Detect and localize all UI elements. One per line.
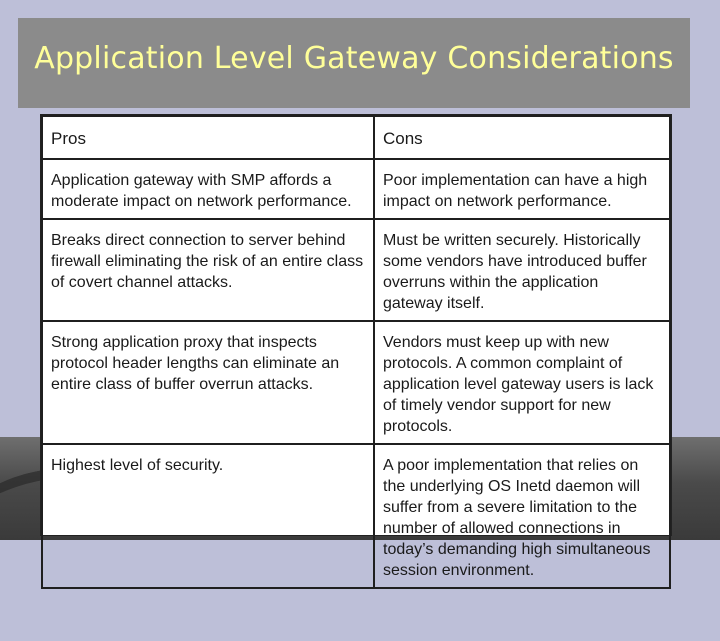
slide-title: Application Level Gateway Considerations — [34, 40, 674, 76]
cons-cell: Vendors must keep up with new protocols. A common complaint of application level gateway users is lack of timely vendor support for new protocols. — [374, 321, 670, 444]
pros-cell: Strong application proxy that inspects protocol header lengths can eliminate an entire class of buffer overrun attacks. — [42, 321, 374, 444]
cons-cell: Poor implementation can have a high impact on network performance. — [374, 159, 670, 219]
table-row — [42, 321, 670, 444]
table-row — [42, 444, 670, 588]
title-bar — [18, 18, 690, 108]
pros-cell: Breaks direct connection to server behind firewall eliminating the risk of an entire class of covert channel attacks. — [42, 219, 374, 321]
cons-cell: Must be written securely. Historically some vendors have introduced buffer overruns within the application gateway itself. — [374, 219, 670, 321]
pros-cell: Highest level of security. — [42, 444, 374, 588]
pros-cell: Application gateway with SMP affords a moderate impact on network performance. — [42, 159, 374, 219]
header-cons: Cons — [374, 116, 670, 159]
table-header-row — [42, 116, 670, 159]
table-row — [42, 159, 670, 219]
header-pros: Pros — [42, 116, 374, 159]
comparison-table — [41, 115, 671, 589]
pros-cons-table — [40, 114, 672, 579]
table-row — [42, 219, 670, 321]
cons-cell: A poor implementation that relies on the underlying OS Inetd daemon will suffer from a severe limitation to the number of allowed connections in today’s demanding high simultaneous session environment. — [374, 444, 670, 588]
